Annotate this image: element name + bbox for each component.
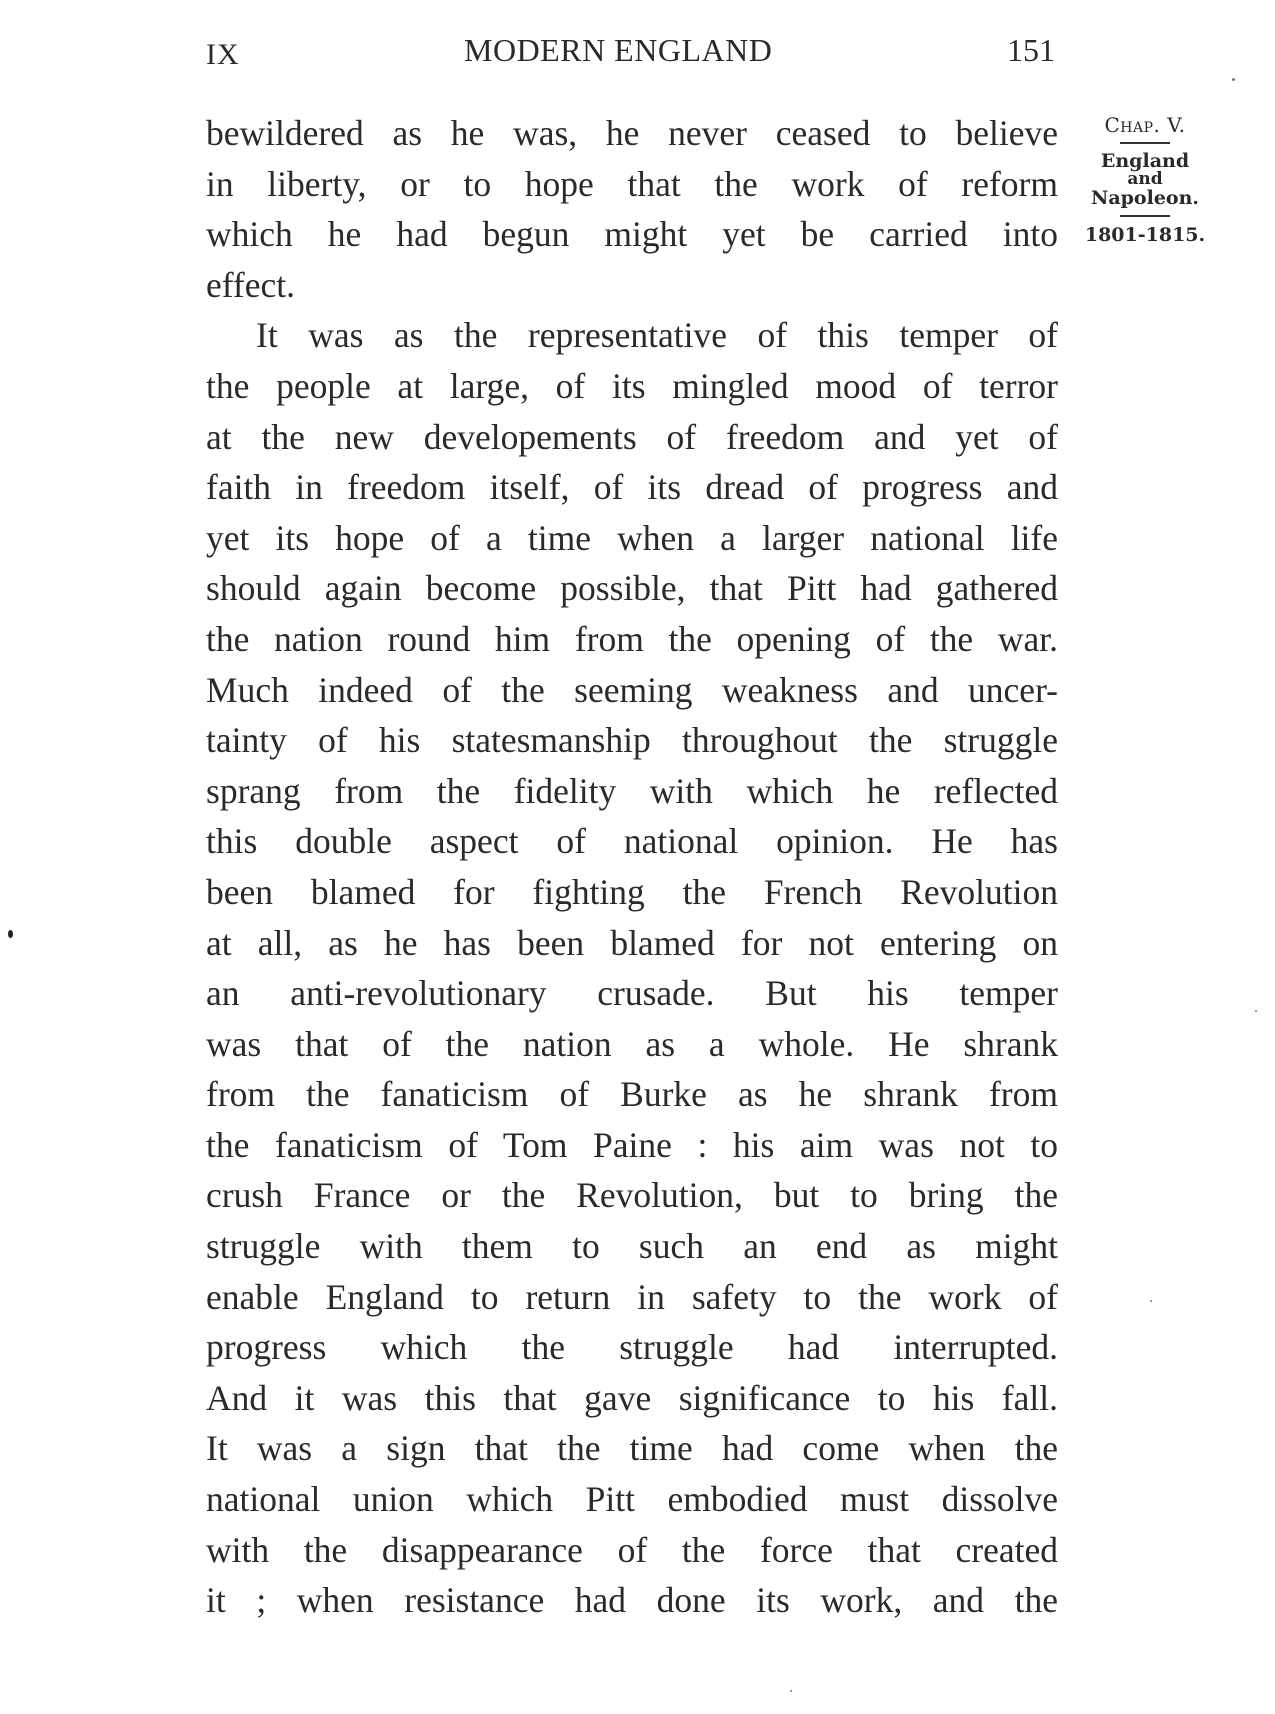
scan-speck [790, 1690, 792, 1692]
text-line: was that of the nation as a whole. He shrank [206, 1023, 1058, 1064]
text-line: from the fanaticism of Burke as he shrank from [206, 1074, 1058, 1115]
margin-topic-3: Napoleon. [1090, 187, 1200, 209]
running-head [200, 30, 1062, 74]
chapter-number: IX [206, 38, 240, 71]
scan-speck [1232, 78, 1235, 81]
margin-topic-1: England [1100, 150, 1190, 172]
book-title: MODERN ENGLAND [464, 32, 773, 68]
text-line: It was as the representative of this temper of [256, 315, 1058, 356]
text-line: it ; when resistance had done its work, and the [206, 1580, 1058, 1621]
margin-dates: 1801-1815. [1084, 224, 1206, 246]
margin-rule-2 [1120, 215, 1170, 217]
text-line: should again become possible, that Pitt had gathered [206, 568, 1058, 609]
text-line: the people at large, of its mingled mood of terror [206, 365, 1058, 406]
text-line: sprang from the fidelity with which he reflected [206, 770, 1058, 811]
scan-speck [1255, 1010, 1257, 1012]
text-line: which he had begun might yet be carried into [206, 214, 1058, 255]
text-line: effect. [206, 264, 296, 305]
margin-rule [1120, 142, 1170, 144]
text-line: the nation round him from the opening of the war. [206, 618, 1058, 659]
text-line: struggle with them to such an end as might [206, 1226, 1058, 1267]
text-line: this double aspect of national opinion. He has [206, 821, 1058, 862]
text-line: with the disappearance of the force that created [206, 1529, 1058, 1570]
text-line: And it was this that gave significance to his fall. [206, 1377, 1058, 1418]
margin-topic-2: and [1127, 169, 1163, 189]
text-line: in liberty, or to hope that the work of reform [206, 163, 1058, 204]
margin-note [1080, 112, 1210, 247]
text-line: at the new developements of freedom and yet of [206, 416, 1058, 457]
text-line: crush France or the Revolution, but to bring the [206, 1175, 1058, 1216]
text-line: faith in freedom itself, of its dread of progress and [206, 467, 1058, 508]
text-line: bewildered as he was, he never ceased to believe [206, 113, 1058, 153]
text-line: progress which the struggle had interrupted. [206, 1327, 1058, 1368]
text-line: yet its hope of a time when a larger national life [206, 517, 1058, 558]
text-line: the fanaticism of Tom Paine : his aim was not to [206, 1124, 1058, 1165]
text-line: an anti-revolutionary crusade. But his temper [206, 973, 1058, 1014]
scan-speck [8, 930, 13, 938]
text-line: at all, as he has been blamed for not entering on [206, 922, 1058, 963]
page-number: 151 [1007, 32, 1055, 68]
margin-chapter: Chap. V. [1104, 113, 1186, 137]
text-line: national union which Pitt embodied must dissolve [206, 1479, 1058, 1520]
text-line: tainty of his statesmanship throughout the struggle [206, 720, 1058, 761]
text-line: It was a sign that the time had come when the [206, 1428, 1058, 1469]
text-line: Much indeed of the seeming weakness and uncer- [206, 669, 1058, 710]
body-text [206, 108, 1058, 1626]
text-line: been blamed for fighting the French Revolution [206, 871, 1058, 912]
text-line: enable England to return in safety to the work of [206, 1276, 1058, 1317]
scan-speck [1150, 1300, 1152, 1302]
